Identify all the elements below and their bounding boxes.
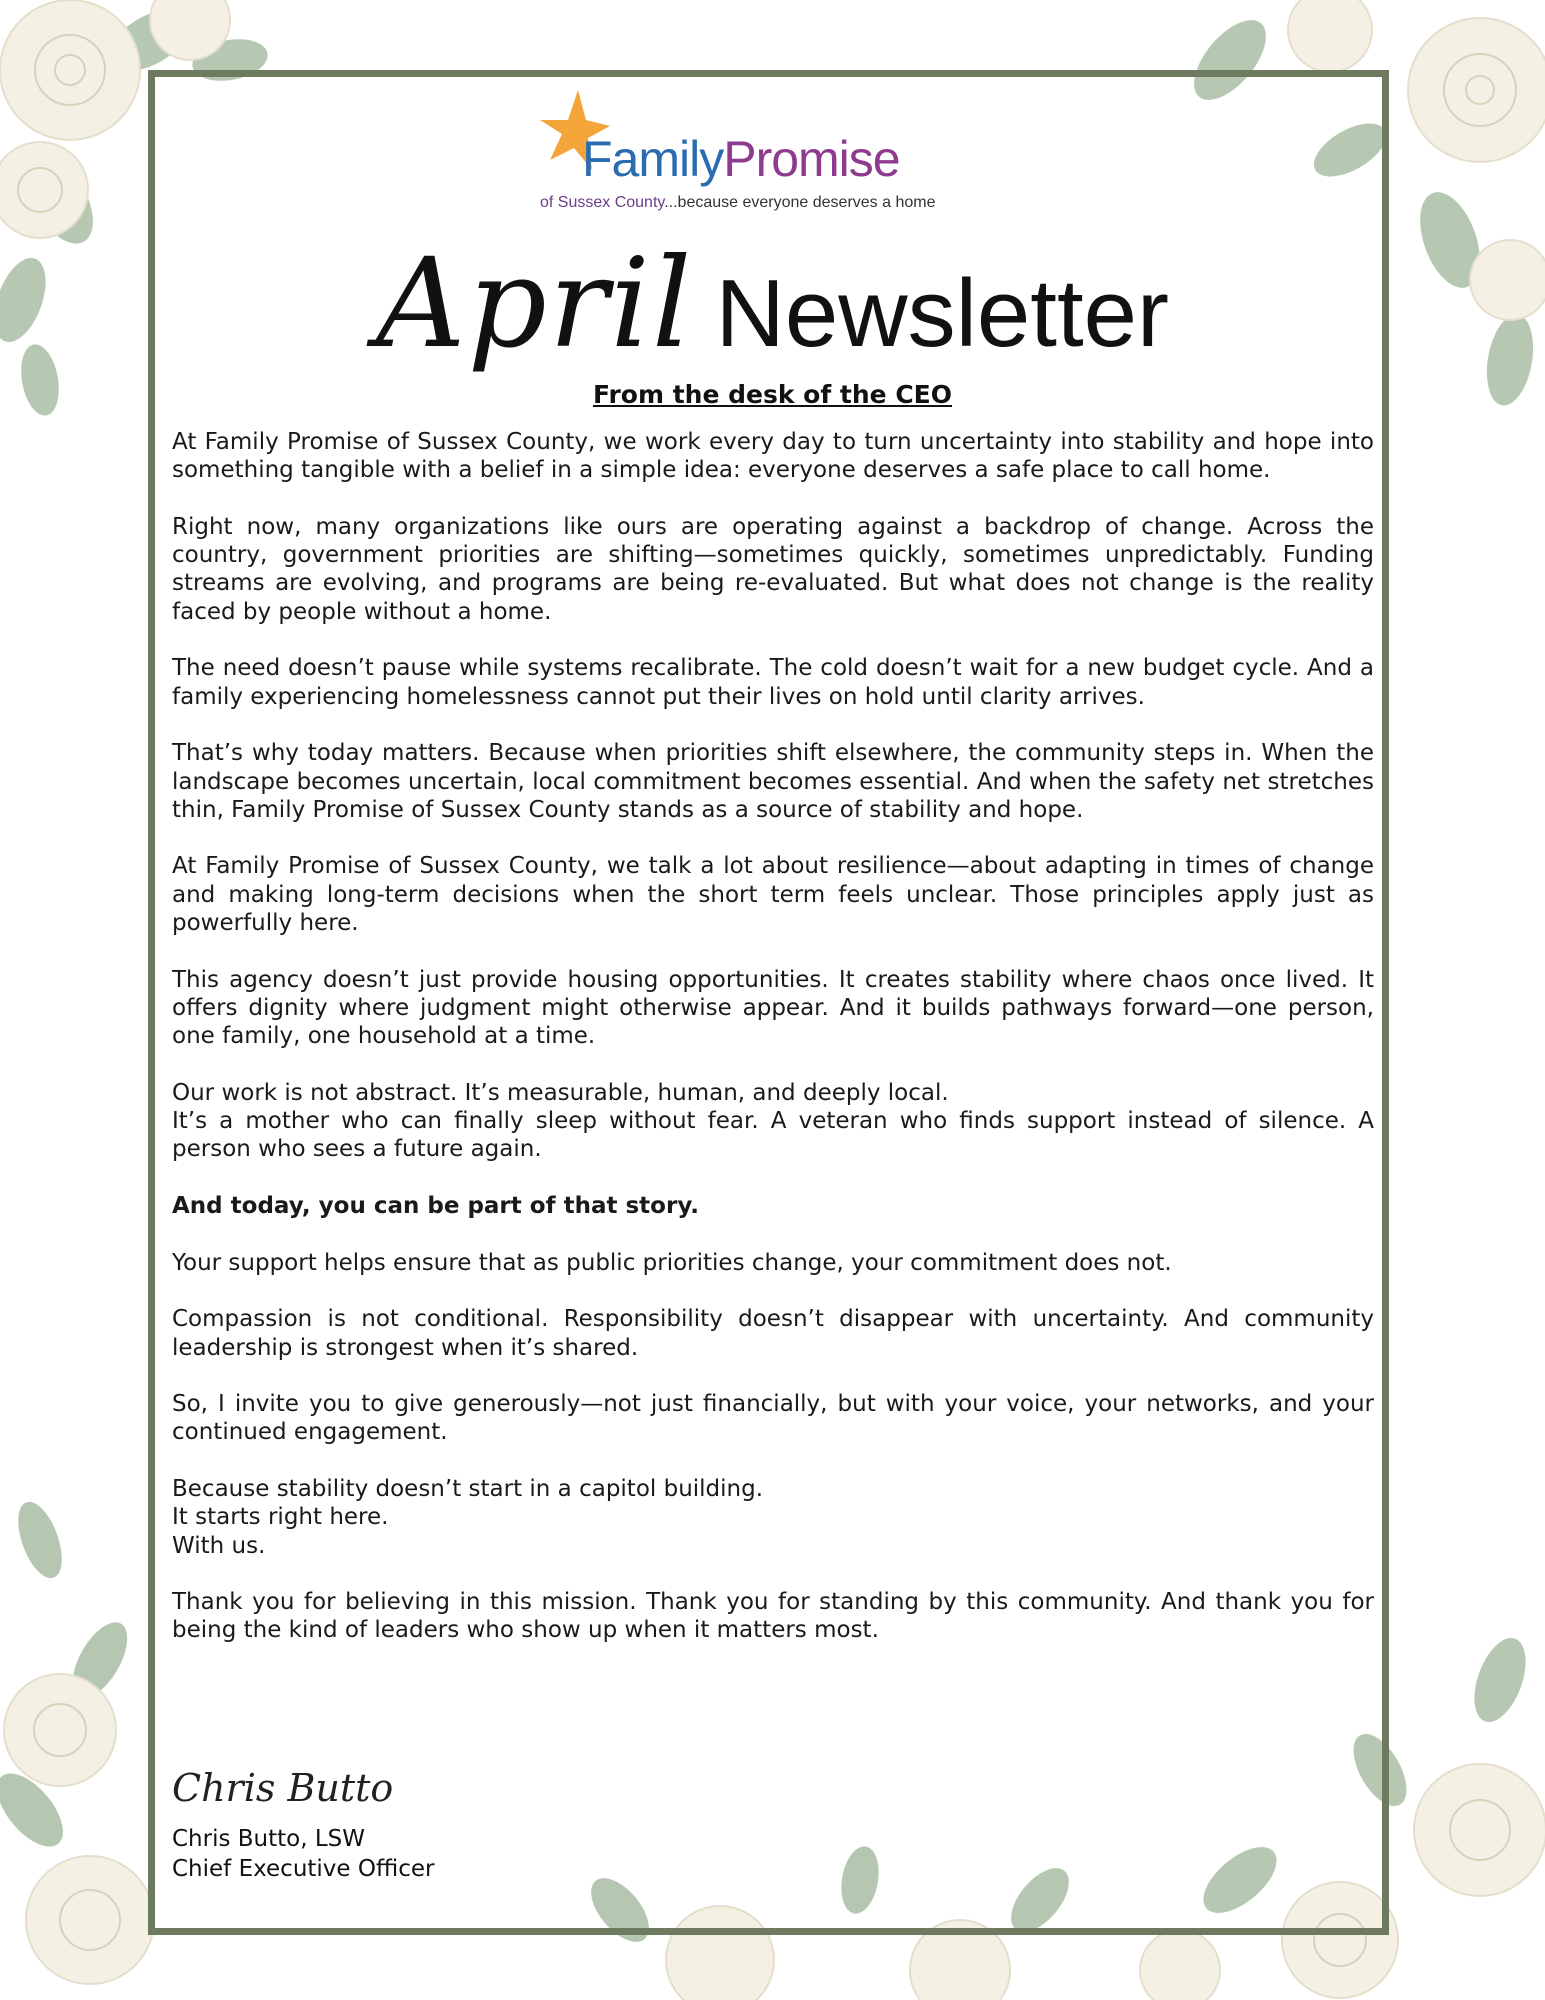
title-month: April <box>376 232 694 376</box>
paragraph: Right now, many organizations like ours are operating against a backdrop of change. Across the country, government priorities are shifting—sometimes quickly, sometimes unpredictably. Funding streams are evolving, and programs are being re-evaluated. But what does not change is the reality faced by people without a home. <box>172 513 1374 625</box>
signer-title: Chief Executive Officer <box>172 1856 435 1882</box>
paragraph-line: It’s a mother who can finally sleep without fear. A veteran who finds support instead of silence. A person who sees a future again. <box>172 1108 1374 1163</box>
logo-word-family: Family <box>582 131 724 187</box>
title-word: Newsletter <box>715 260 1169 367</box>
paragraph <box>172 1475 1374 1560</box>
signature-handwritten: Chris Butto <box>172 1766 394 1810</box>
paragraph: At Family Promise of Sussex County, we work every day to turn uncertainty into stability and hope into something tangible with a belief in a simple idea: everyone deserves a safe place to call home. <box>172 429 1374 484</box>
family-promise-logo <box>540 90 1010 220</box>
paragraph: Thank you for believing in this mission. Thank you for standing by this community. And thank you for being the kind of leaders who show up when it matters most. <box>172 1589 1374 1644</box>
logo-word-promise: Promise <box>723 131 900 187</box>
paragraph <box>172 1079 1374 1164</box>
paragraph: At Family Promise of Sussex County, we talk a lot about resilience—about adapting in times of change and making long-term decisions when the short term feels unclear. Those principles apply just as powerfully here. <box>172 853 1374 937</box>
paragraph: Your support helps ensure that as public priorities change, your commitment does not. <box>172 1249 1172 1276</box>
paragraph-line: With us. <box>172 1532 266 1559</box>
letter-body <box>172 428 1374 1673</box>
paragraph-line: Our work is not abstract. It’s measurable, human, and deeply local. <box>172 1079 949 1106</box>
paragraph-line: It starts right here. <box>172 1504 389 1531</box>
paragraph: The need doesn’t pause while systems recalibrate. The cold doesn’t wait for a new budget cycle. And a family experiencing homelessness cannot put their lives on hold until clarity arrives. <box>172 655 1374 710</box>
newsletter-title <box>0 232 1545 376</box>
paragraph-line: Because stability doesn’t start in a capitol building. <box>172 1475 764 1502</box>
logo-tagline-county: of Sussex County <box>540 194 665 211</box>
paragraph: Compassion is not conditional. Responsibility doesn’t disappear with uncertainty. And community leadership is strongest when it’s shared. <box>172 1306 1374 1361</box>
paragraph: So, I invite you to give generously—not just financially, but with your voice, your networks, and your continued engagement. <box>172 1391 1374 1446</box>
section-subtitle: From the desk of the CEO <box>592 380 953 409</box>
call-to-action: And today, you can be part of that story. <box>172 1193 699 1220</box>
paragraph: This agency doesn’t just provide housing opportunities. It creates stability where chaos once lived. It offers dignity where judgment might otherwise appear. And it builds pathways forward—one person, one family, one household at a time. <box>172 966 1374 1050</box>
signer-name: Chris Butto, LSW <box>172 1826 366 1852</box>
logo-wordmark <box>582 130 900 188</box>
paragraph: That’s why today matters. Because when priorities shift elsewhere, the community steps in. When the landscape becomes uncertain, local commitment becomes essential. And when the safety net stretches thin, Family Promise of Sussex County stands as a source of stability and hope. <box>172 740 1374 823</box>
logo-tagline-slogan: ...because everyone deserves a home <box>664 194 936 211</box>
logo-tagline <box>540 194 936 212</box>
